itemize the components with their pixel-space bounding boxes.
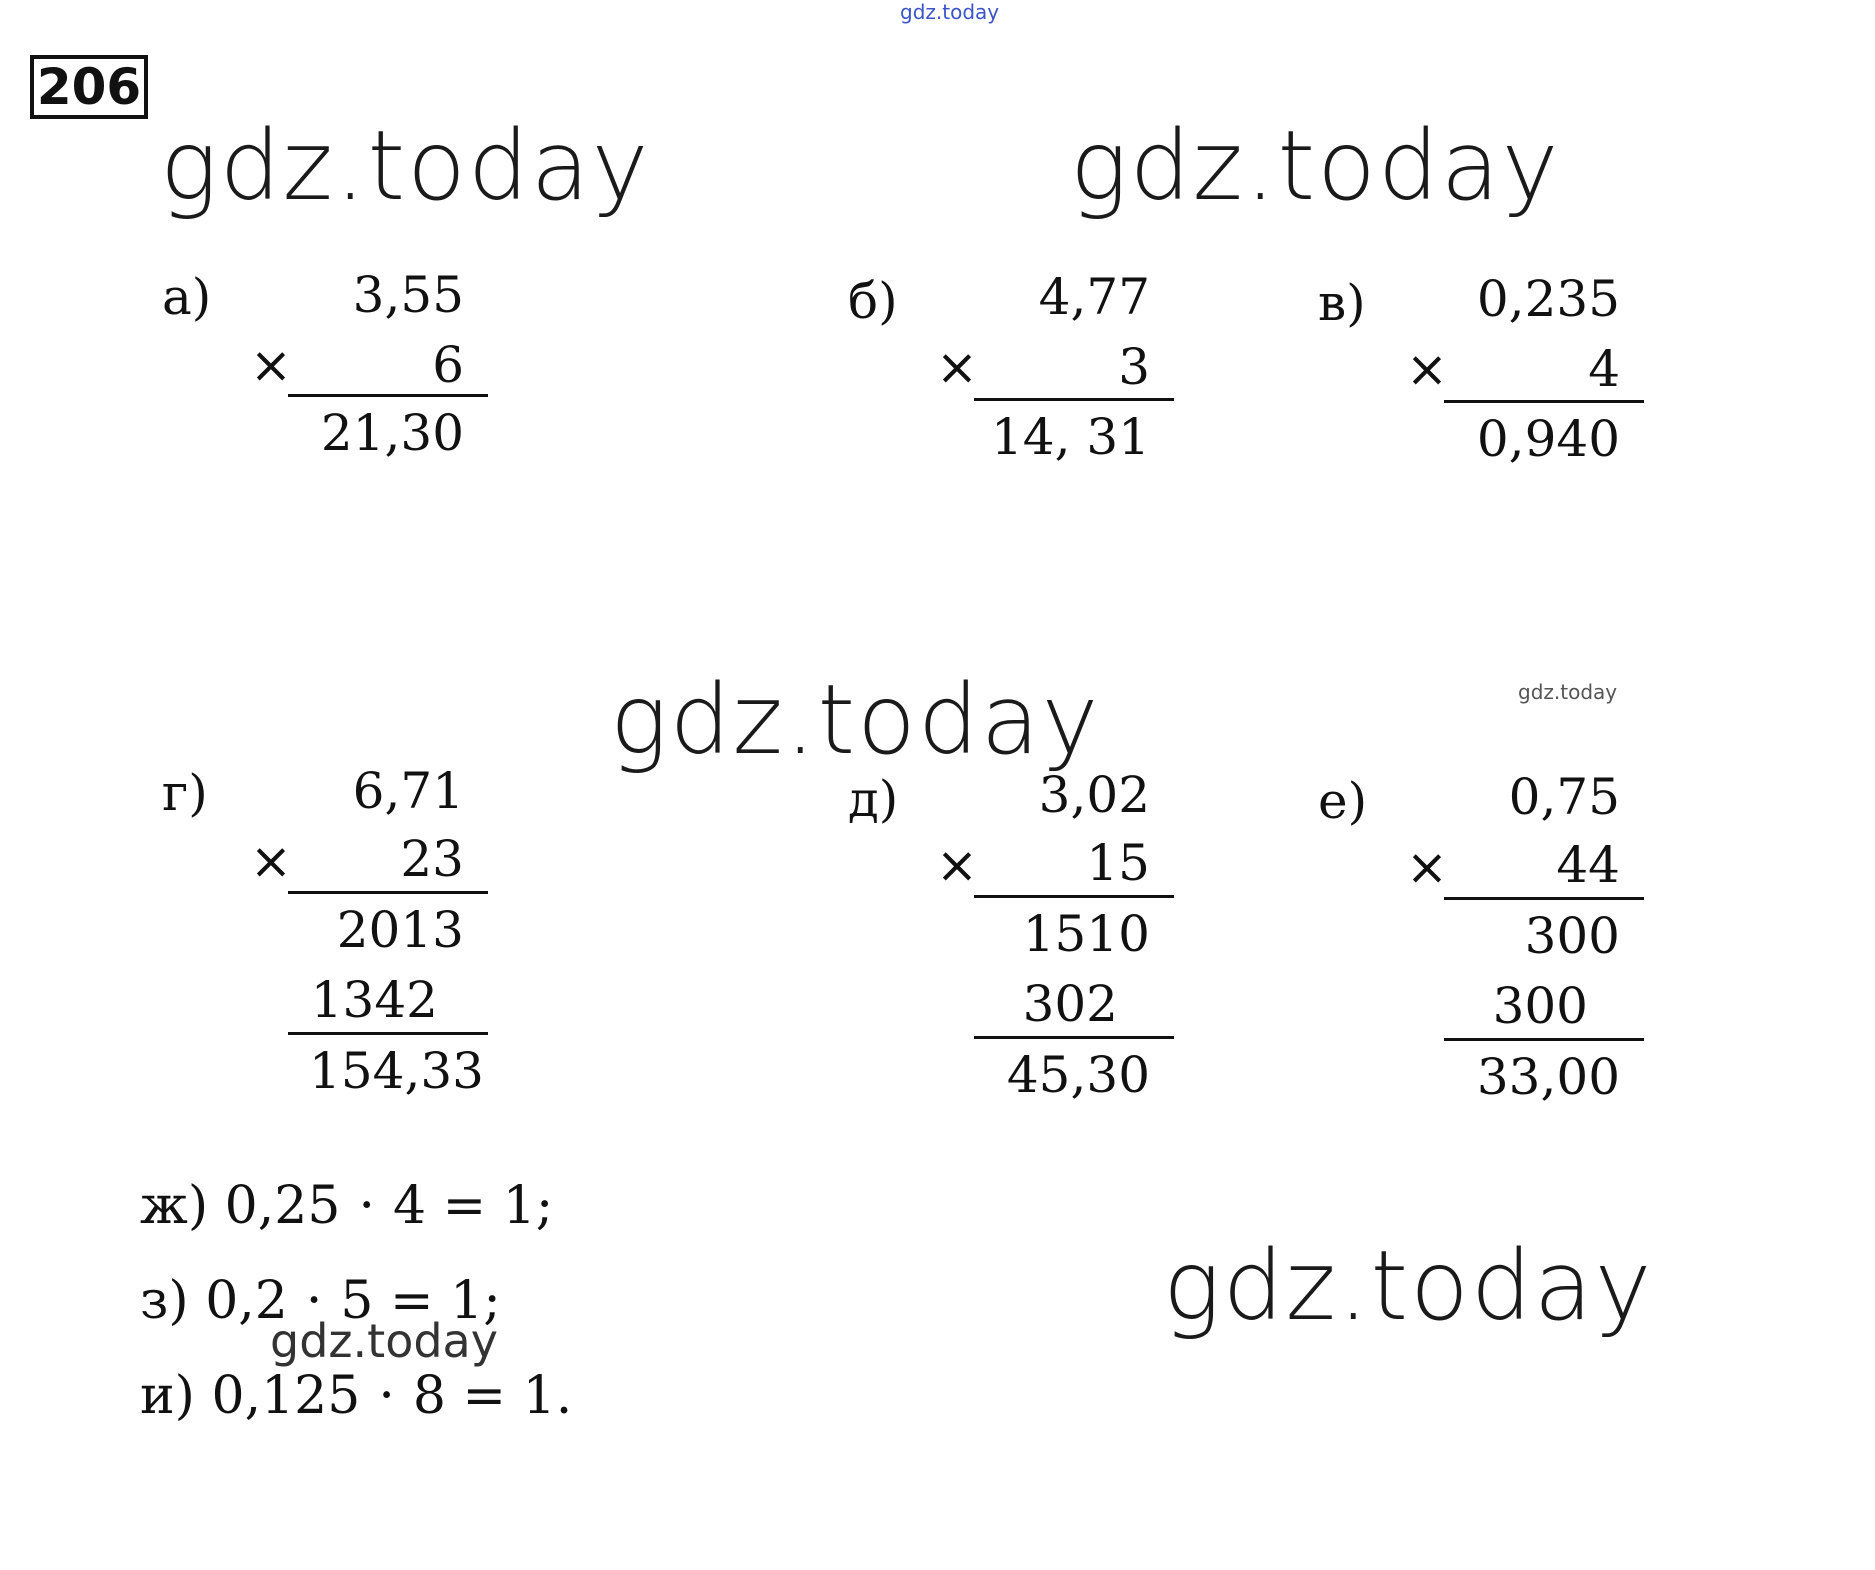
equation-zh-op: · <box>358 1176 375 1236</box>
equation-i-b: 8 <box>412 1366 446 1426</box>
label-a: а) <box>162 268 212 326</box>
multiplier-g: 23 <box>400 830 464 888</box>
multiplier-d: 15 <box>1086 834 1150 892</box>
result-b: 14, 31 <box>990 408 1150 466</box>
multiplicand-d: 3,02 <box>1038 766 1150 824</box>
equation-z-a: 0,2 <box>205 1271 288 1331</box>
watermark-top: gdz.today <box>900 0 1000 24</box>
equation-z-rest: = 1; <box>390 1271 501 1331</box>
multiplier-a: 6 <box>432 336 464 394</box>
rule-b <box>974 398 1174 401</box>
rule-v <box>1444 400 1644 403</box>
times-sign-g: × <box>250 832 292 890</box>
equation-i-label: и) <box>140 1366 195 1426</box>
multiplicand-e: 0,75 <box>1508 768 1620 826</box>
result-g: 154,33 <box>309 1042 484 1100</box>
multiplier-v: 4 <box>1588 340 1620 398</box>
result-v: 0,940 <box>1476 410 1620 468</box>
partial1-e: 300 <box>1524 907 1620 965</box>
multiplicand-b: 4,77 <box>1038 268 1150 326</box>
rule-g-2 <box>288 1032 488 1035</box>
rule-d-1 <box>974 895 1174 898</box>
rule-a <box>288 394 488 397</box>
equation-z-b: 5 <box>340 1271 374 1331</box>
equation-z-op: · <box>305 1271 323 1331</box>
equation-i-a: 0,125 <box>211 1366 361 1426</box>
equation-i <box>140 1366 573 1426</box>
watermark-4: gdz.today <box>1163 1230 1654 1342</box>
multiplicand-v: 0,235 <box>1476 270 1620 328</box>
watermark-small: gdz.today <box>1518 680 1618 704</box>
times-sign-d: × <box>936 836 978 894</box>
equation-zh-label: ж) <box>140 1176 209 1236</box>
partial1-g: 2013 <box>336 901 464 959</box>
label-g: г) <box>162 764 208 822</box>
label-e: е) <box>1318 772 1368 830</box>
equation-zh-b: 4 <box>392 1176 427 1236</box>
watermark-3: gdz.today <box>610 664 1101 776</box>
equation-zh-rest: = 1; <box>442 1176 554 1236</box>
partial2-g: 1342 <box>310 971 438 1029</box>
equation-i-op: · <box>378 1366 395 1426</box>
multiplier-b: 3 <box>1118 338 1150 396</box>
result-a: 21,30 <box>320 404 464 462</box>
rule-g-1 <box>288 891 488 894</box>
rule-e-2 <box>1444 1038 1644 1041</box>
partial2-e: 300 <box>1492 977 1588 1035</box>
partial1-d: 1510 <box>1022 905 1150 963</box>
watermark-1: gdz.today <box>160 110 651 222</box>
times-sign-e: × <box>1406 838 1448 896</box>
result-e: 33,00 <box>1476 1048 1620 1106</box>
label-v: в) <box>1318 274 1366 332</box>
multiplicand-a: 3,55 <box>352 266 464 324</box>
label-d: д) <box>848 770 899 828</box>
equation-zh <box>140 1176 554 1236</box>
result-d: 45,30 <box>1006 1046 1150 1104</box>
partial2-d: 302 <box>1022 975 1118 1033</box>
problem-number: 206 <box>30 55 148 119</box>
times-sign-b: × <box>936 338 978 396</box>
multiplier-e: 44 <box>1556 836 1620 894</box>
times-sign-a: × <box>250 336 292 394</box>
rule-e-1 <box>1444 897 1644 900</box>
times-sign-v: × <box>1406 340 1448 398</box>
watermark-mid: gdz.today <box>270 1314 498 1368</box>
watermark-2: gdz.today <box>1070 110 1561 222</box>
equation-z <box>140 1271 501 1331</box>
rule-d-2 <box>974 1036 1174 1039</box>
multiplicand-g: 6,71 <box>352 762 464 820</box>
equation-z-label: з) <box>140 1271 189 1331</box>
label-b: б) <box>848 272 898 330</box>
equation-zh-a: 0,25 <box>224 1176 341 1236</box>
equation-i-rest: = 1. <box>462 1366 573 1426</box>
